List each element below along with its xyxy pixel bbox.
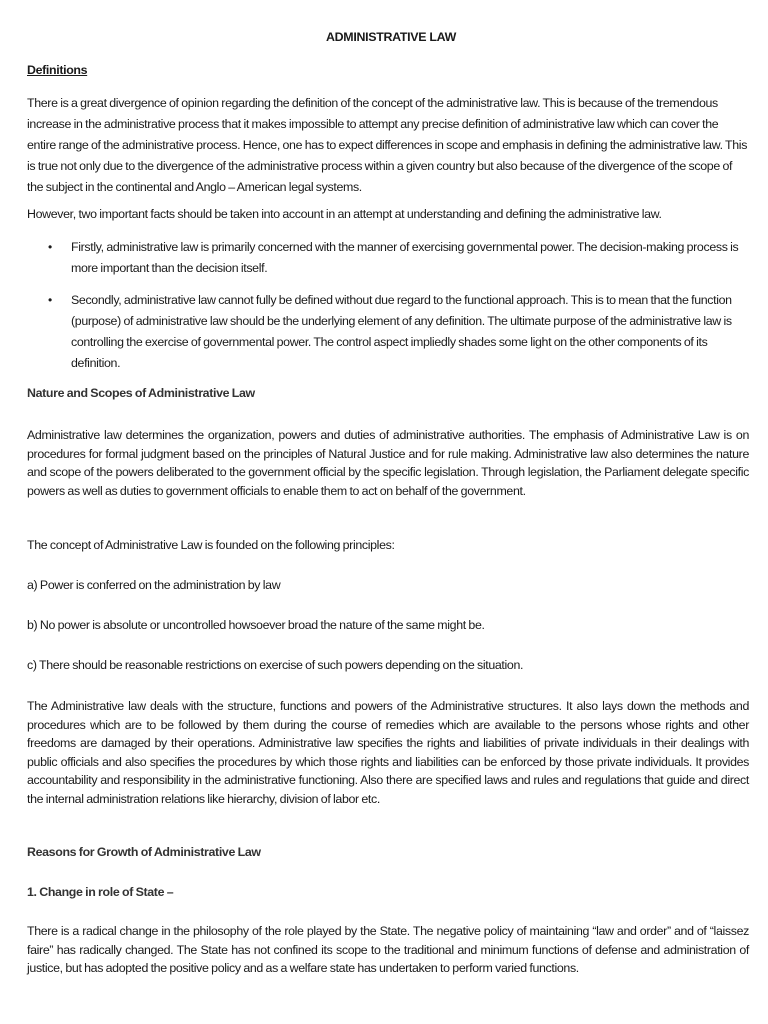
bullet-icon: • (48, 240, 53, 254)
bullet-icon: • (48, 293, 53, 307)
principle-a: a) Power is conferred on the administration by law (27, 578, 281, 592)
growth-paragraph-1: There is a radical change in the philosophy of the role played by the State. The negative policy of maintaining “law and order” and of “laissez faire” has radically changed. The State has not confined its scope to the traditional and minimum functions of defense and administration of justice, but has adopted the positive policy and as a welfare state has undertaken to perform varied functions. (27, 924, 749, 976)
definitions-paragraph-2: However, two important facts should be taken into account in an attempt at understanding and defining the administrative law. (27, 207, 662, 221)
definitions-paragraph-1: There is a great divergence of opinion regarding the definition of the concept of the administrative law. This is because of the tremendous increase in the administrative process that it makes impossible to attempt any precise definition of administrative law which can cover the entire range of the administrative process. Hence, one has to expect differences in scope and emphasis in defining the administrative law. This is true not only due to the divergence of the administrative process within a given country but also because of the divergence of the scope of the subject in the continental and Anglo – American legal systems. (27, 96, 748, 194)
document-title: ADMINISTRATIVE LAW (326, 30, 456, 44)
definitions-heading: Definitions (27, 63, 88, 77)
principles-intro: The concept of Administrative Law is founded on the following principles: (27, 538, 395, 552)
nature-paragraph-2: The Administrative law deals with the structure, functions and powers of the Administrative structures. It also lays down the methods and procedures which are to be followed by them during the course of remedies which are available to the persons whose rights and other freedoms are damaged by their operations. Administrative law specifies the rights and liabilities of private individuals in their dealings with public officials and also specifies the procedures by which those rights and liabilities can be enforced by those private individuals. It provides accountability and responsibility in the administrative functioning. Also there are specified laws and rules and regulations that guide and direct the internal administration relations like hierarchy, division of labor etc. (27, 699, 749, 806)
growth-heading: Reasons for Growth of Administrative Law (27, 845, 261, 859)
principle-b: b) No power is absolute or uncontrolled howsoever broad the nature of the same might be. (27, 618, 485, 632)
principle-c: c) There should be reasonable restrictions on exercise of such powers depending on the situation. (27, 658, 524, 672)
nature-heading: Nature and Scopes of Administrative Law (27, 386, 255, 400)
bullet-text-2: Secondly, administrative law cannot fully be defined without due regard to the functional approach. This is to mean that the function (purpose) of administrative law should be the underlying element of any definition. The ultimate purpose of the administrative law is controlling the exercise of governmental power. The control aspect impliedly shades some light on the other components of its definition. (71, 293, 732, 370)
nature-paragraph-1: Administrative law determines the organization, powers and duties of administrative authorities. The emphasis of Administrative Law is on procedures for formal judgment based on the principles of Natural Justice and for rule making. Administrative law also determines the nature and scope of the powers deliberated to the government official by the specific legislation. Through legislation, the Parliament delegate specific powers as well as duties to government officials to enable them to act on behalf of the government. (27, 428, 749, 498)
bullet-text-1: Firstly, administrative law is primarily concerned with the manner of exercising governmental power. The decision-making process is more important than the decision itself. (71, 240, 739, 275)
growth-subheading: 1. Change in role of State – (27, 885, 174, 899)
